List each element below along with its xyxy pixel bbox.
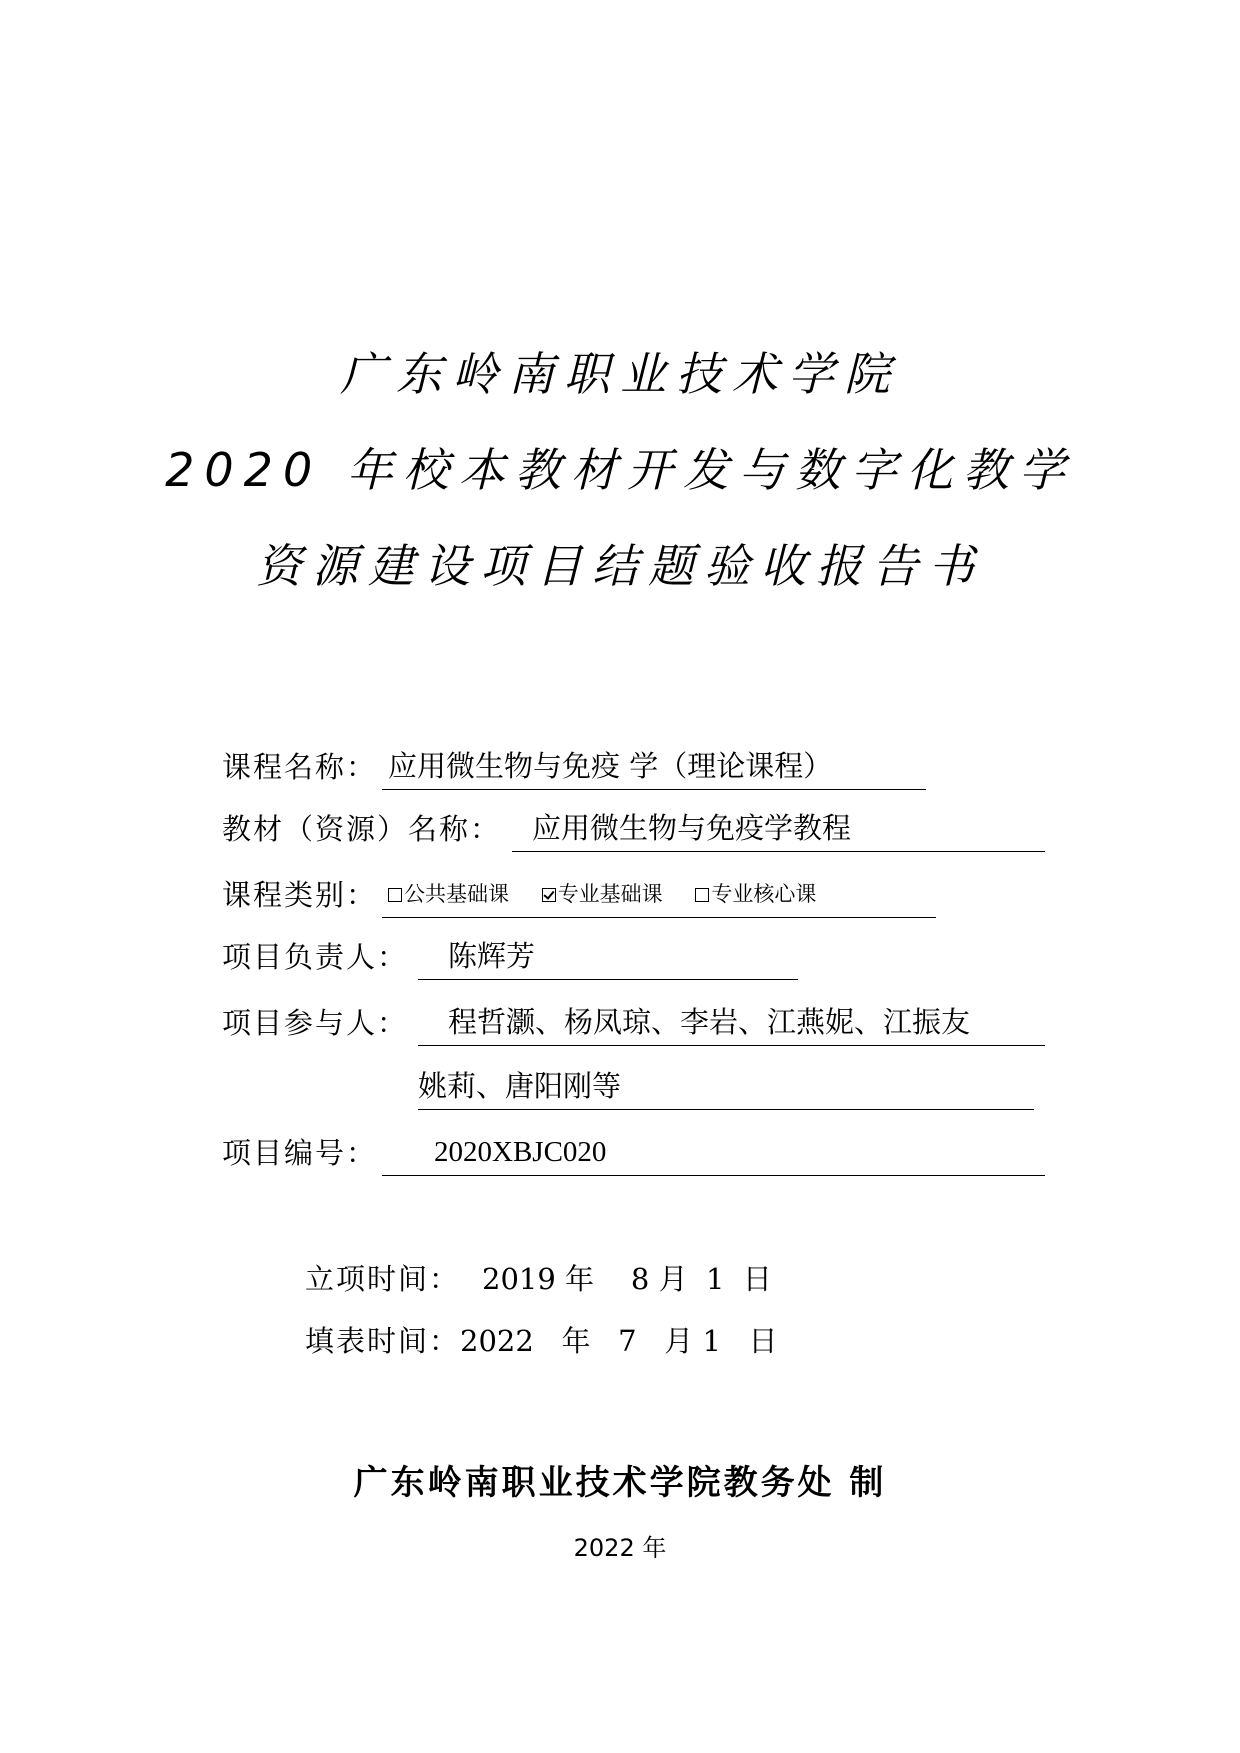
project-number-value: 2020XBJC020	[434, 1136, 607, 1168]
course-category-options	[382, 872, 936, 918]
category-option-professional-core	[695, 872, 816, 916]
project-members-label: 项目参与人：	[222, 1006, 409, 1040]
project-members-field	[418, 1000, 1045, 1046]
form-fill-date-row	[305, 1318, 778, 1364]
project-leader-value: 陈辉芳	[448, 939, 536, 973]
document-title-line-3: 资源建设项目结题验收报告书	[256, 539, 984, 593]
project-leader-label: 项目负责人：	[222, 940, 409, 974]
footer-year: 2022 年	[573, 1534, 667, 1562]
document-title-line-1: 广东岭南职业技术学院	[340, 347, 900, 401]
course-name-value: 应用微生物与免疫 学（理论课程）	[388, 749, 833, 783]
project-leader-field	[418, 934, 798, 980]
category-option-label: 专业基础课	[557, 882, 663, 906]
fill-date-value: 2022 年 7 月 1 日	[460, 1324, 778, 1358]
project-start-date-row	[305, 1256, 772, 1302]
start-date-label: 立项时间：	[305, 1262, 461, 1296]
category-option-public-basic	[388, 872, 509, 916]
material-name-field	[512, 806, 1045, 852]
course-name-label: 课程名称：	[222, 750, 378, 784]
project-members-value-line-2: 姚莉、唐阳刚等	[418, 1069, 622, 1103]
category-option-professional-basic	[542, 872, 663, 916]
project-members-field-continued	[418, 1064, 1034, 1110]
checkbox-icon	[695, 888, 709, 902]
project-members-value-line-1: 程哲灏、杨凤琼、李岩、江燕妮、江振友	[448, 1005, 971, 1039]
issuing-office: 广东岭南职业技术学院教务处 制	[353, 1463, 887, 1503]
fill-date-label: 填表时间：	[305, 1324, 461, 1358]
checkbox-icon	[388, 888, 402, 902]
course-name-field	[382, 744, 926, 790]
material-name-value: 应用微生物与免疫学教程	[532, 811, 852, 845]
project-number-field	[382, 1130, 1045, 1176]
material-name-label: 教材（资源）名称：	[222, 812, 502, 846]
course-category-label: 课程类别：	[222, 878, 378, 912]
start-date-value: 2019 年 8 月 1 日	[482, 1262, 772, 1296]
project-number-label: 项目编号：	[222, 1136, 378, 1170]
document-title-line-2: 2020 年校本教材开发与数字化教学	[165, 443, 1075, 497]
category-option-label: 专业核心课	[711, 882, 817, 906]
checked-checkbox-icon	[542, 888, 556, 902]
category-option-label: 公共基础课	[404, 882, 509, 906]
